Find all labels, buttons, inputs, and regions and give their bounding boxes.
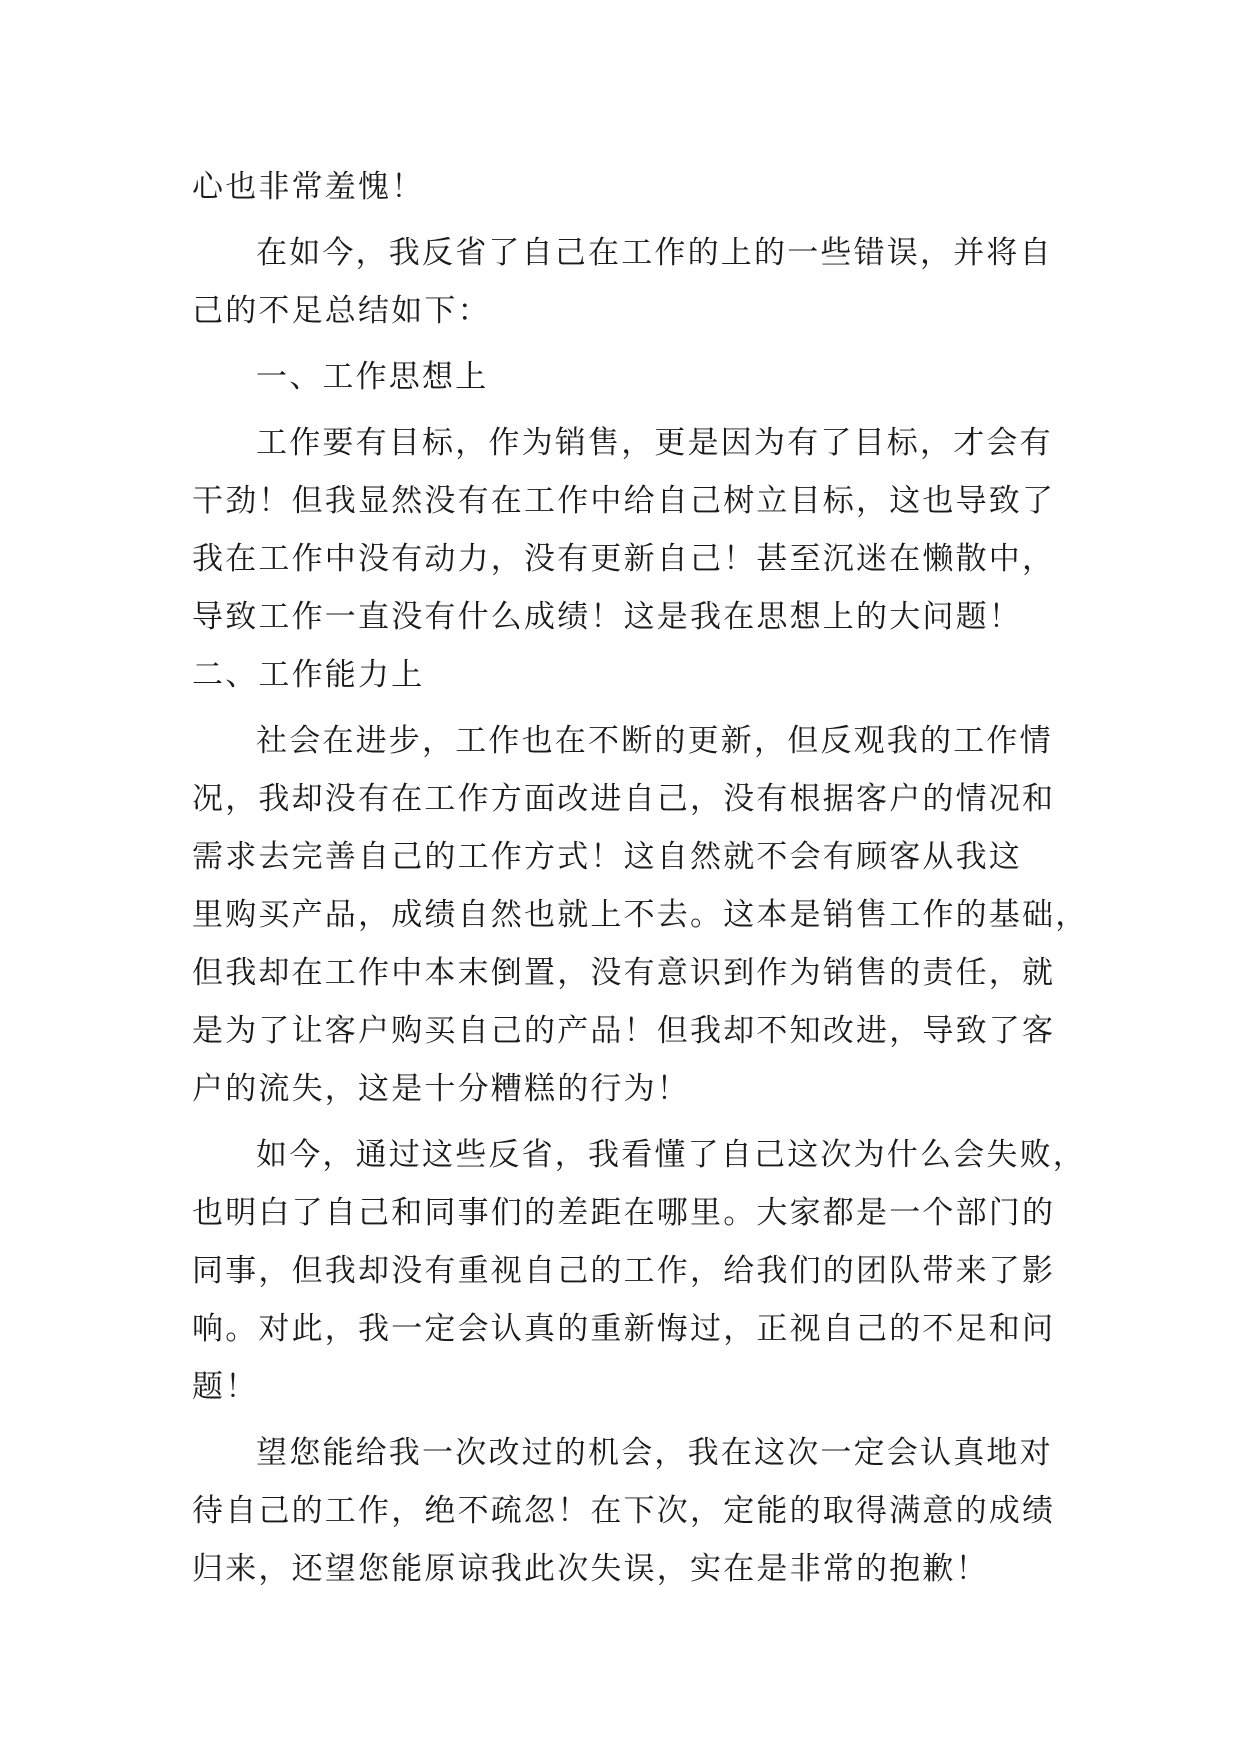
body-line: 同事，但我却没有重视自己的工作，给我们的团队带来了影	[192, 1253, 1056, 1289]
body-line: 里购买产品，成绩自然也就上不去。这本是销售工作的基础，	[192, 897, 1089, 933]
body-line: 心也非常羞愧！	[192, 169, 425, 205]
body-line: 待自己的工作，绝不疏忽！在下次，定能的取得满意的成绩	[192, 1493, 1056, 1529]
body-line: 己的不足总结如下：	[192, 293, 491, 329]
body-line: 但我却在工作中本末倒置，没有意识到作为销售的责任，就	[192, 955, 1056, 991]
body-line: 我在工作中没有动力，没有更新自己！甚至沉迷在懒散中，	[192, 541, 1056, 577]
paragraph-first-line: 在如今，我反省了自己在工作的上的一些错误，并将自	[256, 235, 1053, 271]
body-line: 干劲！但我显然没有在工作中给自己树立目标，这也导致了	[192, 483, 1056, 519]
body-line: 导致工作一直没有什么成绩！这是我在思想上的大问题！	[192, 599, 1022, 635]
body-line: 题！	[192, 1369, 259, 1405]
section-heading: 二、工作能力上	[192, 657, 425, 693]
body-line: 是为了让客户购买自己的产品！但我却不知改进，导致了客	[192, 1013, 1056, 1049]
paragraph-first-line: 工作要有目标，作为销售，更是因为有了目标，才会有	[256, 425, 1053, 461]
paragraph-first-line: 社会在进步，工作也在不断的更新，但反观我的工作情	[256, 723, 1053, 759]
document-body	[192, 158, 1089, 1598]
body-line: 响。对此，我一定会认真的重新悔过，正视自己的不足和问	[192, 1311, 1056, 1347]
paragraph-first-line: 望您能给我一次改过的机会，我在这次一定会认真地对	[256, 1435, 1053, 1471]
section-heading: 一、工作思想上	[256, 359, 489, 395]
body-line: 也明白了自己和同事们的差距在哪里。大家都是一个部门的	[192, 1195, 1056, 1231]
body-line: 需求去完善自己的工作方式！这自然就不会有顾客从我这	[192, 839, 1022, 875]
body-line: 况，我却没有在工作方面改进自己，没有根据客户的情况和	[192, 781, 1056, 817]
paragraph-first-line: 如今，通过这些反省，我看懂了自己这次为什么会失败，	[256, 1137, 1086, 1173]
body-line: 户的流失，这是十分糟糕的行为！	[192, 1071, 690, 1107]
body-line: 归来，还望您能原谅我此次失误，实在是非常的抱歉！	[192, 1551, 989, 1587]
